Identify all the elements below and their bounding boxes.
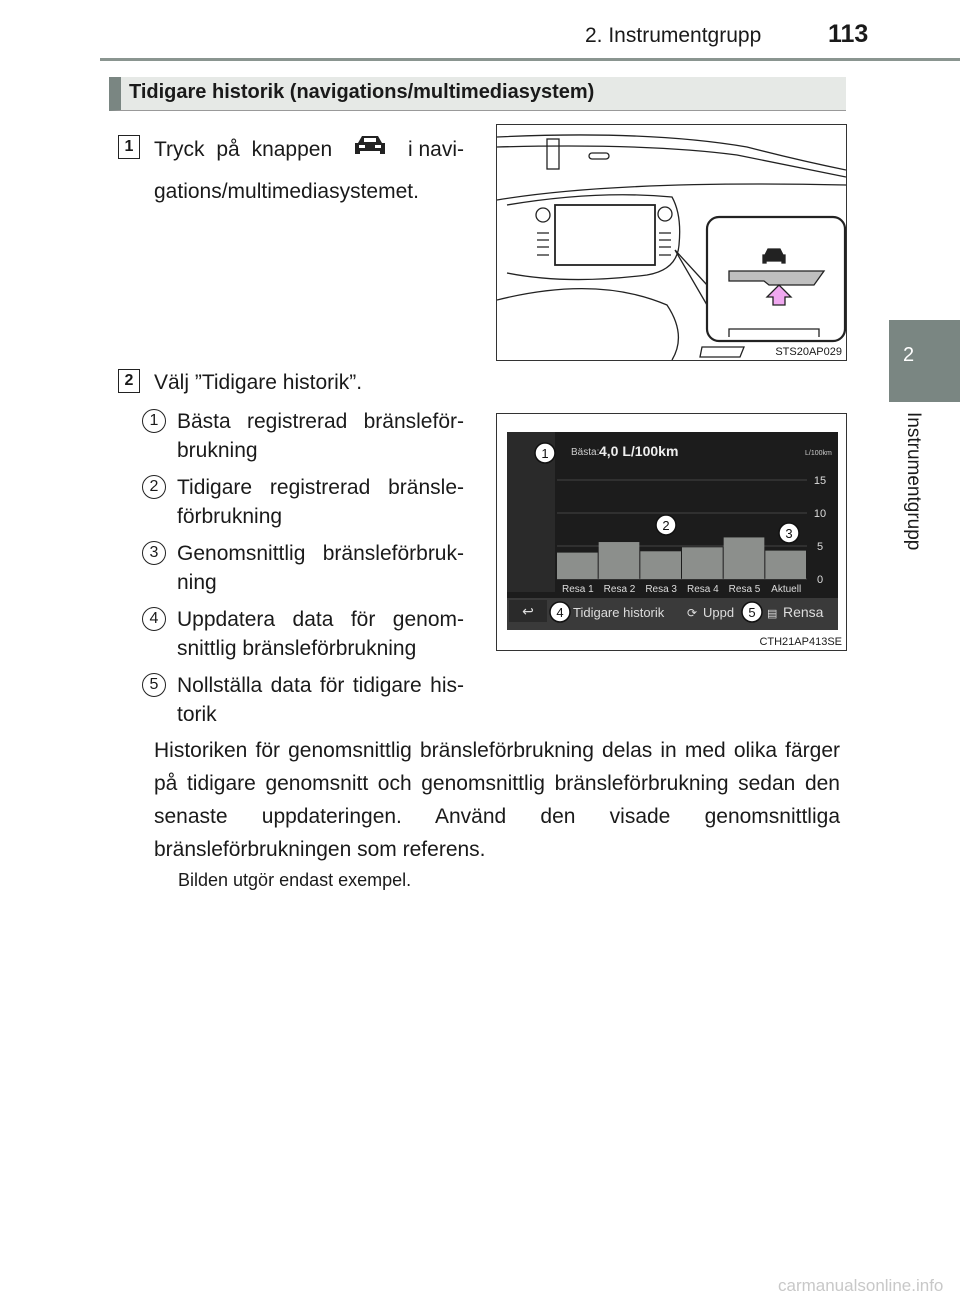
item-text-4: Uppdatera data för genomsnittlig bränsleförbrukning (177, 608, 464, 660)
watermark: carmanualsonline.info (778, 1276, 944, 1295)
x-label[interactable]: Resa 3 (645, 584, 678, 595)
item-number-3: 3 (142, 541, 166, 565)
callout-number: 4 (556, 605, 564, 620)
callout-number: 2 (662, 518, 670, 533)
history-button[interactable]: Tidigare historik (573, 605, 665, 620)
step-2-text: Välj ”Tidigare historik”. (154, 371, 363, 394)
back-icon: ↩ (522, 603, 534, 619)
chapter-tab-label: Instrumentgrupp (903, 412, 924, 551)
figure-dashboard (496, 124, 847, 361)
clear-button[interactable]: Rensa (783, 604, 824, 620)
bar (599, 542, 640, 579)
figure-code: CTH21AP413SE (759, 636, 842, 648)
unit-label: L/100km (805, 450, 832, 457)
y-tick: 5 (816, 541, 824, 553)
header-divider (100, 58, 960, 61)
page-number: 113 (828, 20, 869, 48)
update-button[interactable]: Uppd (703, 605, 735, 620)
item-number-4: 4 (142, 607, 166, 631)
item-text-3: Genomsnittlig bränsleförbrukning (177, 542, 464, 594)
item-text-5: Nollställa data för tidigare historik (177, 674, 464, 726)
description-paragraph: Historiken för genomsnittlig bränsleförbrukning delas in med olika färger på tidigare genomsnitt och genomsnittlig bränsleförbrukning sedan den senaste uppdateringen. Använd den visade genomsnittliga bränsleförbrukningen som referens. (154, 739, 840, 861)
section-title: Tidigare historik (navigations/multimediasystem) (109, 77, 846, 111)
figure-history-screen (496, 413, 847, 651)
note-text: Bilden utgör endast exempel. (178, 870, 412, 890)
item-number-5: 5 (142, 673, 166, 697)
y-tick: 10 (813, 508, 827, 520)
x-label[interactable]: Resa 1 (561, 584, 594, 595)
x-label[interactable]: Resa 4 (686, 584, 719, 595)
history-screen (507, 432, 838, 630)
bar (765, 551, 806, 579)
x-label[interactable]: Aktuell (771, 584, 802, 595)
step-1-text-after: i navi- (407, 138, 464, 161)
dashboard-illustration (497, 125, 846, 360)
bar (640, 551, 681, 579)
best-value: 4,0 L/100km (599, 443, 679, 459)
x-label[interactable]: Resa 5 (728, 584, 761, 595)
step-1-line2: gations/multimediasystemet. (154, 180, 419, 203)
x-label[interactable]: Resa 2 (603, 584, 636, 595)
step-number-1: 1 (118, 135, 140, 159)
item-number-2: 2 (142, 475, 166, 499)
car-icon (352, 133, 388, 166)
item-number-1: 1 (142, 409, 166, 433)
best-label: Bästa: (571, 447, 600, 458)
step-number-2: 2 (118, 369, 140, 393)
item-text-2: Tidigare registrerad bränsleförbrukning (177, 476, 464, 528)
chapter-title: 2. Instrumentgrupp (585, 24, 762, 47)
chapter-tab-number: 2 (903, 344, 915, 366)
bar (557, 553, 598, 579)
chapter-tab[interactable] (889, 320, 960, 402)
callout-number: 3 (785, 526, 793, 541)
update-icon: ⟳ (687, 606, 698, 620)
step-1-text: Tryck på knappen (154, 138, 333, 161)
bar (724, 537, 765, 579)
callout-number: 5 (748, 605, 756, 620)
figure-code: STS20AP029 (775, 346, 842, 358)
callout-number: 1 (541, 446, 549, 461)
bar (682, 547, 723, 579)
y-tick: 15 (813, 475, 827, 487)
item-text-1: Bästa registrerad bränsleförbrukning (177, 410, 464, 462)
clear-icon: ▤ (767, 608, 778, 620)
y-tick: 0 (816, 574, 824, 586)
step-1-line1 (154, 133, 464, 166)
